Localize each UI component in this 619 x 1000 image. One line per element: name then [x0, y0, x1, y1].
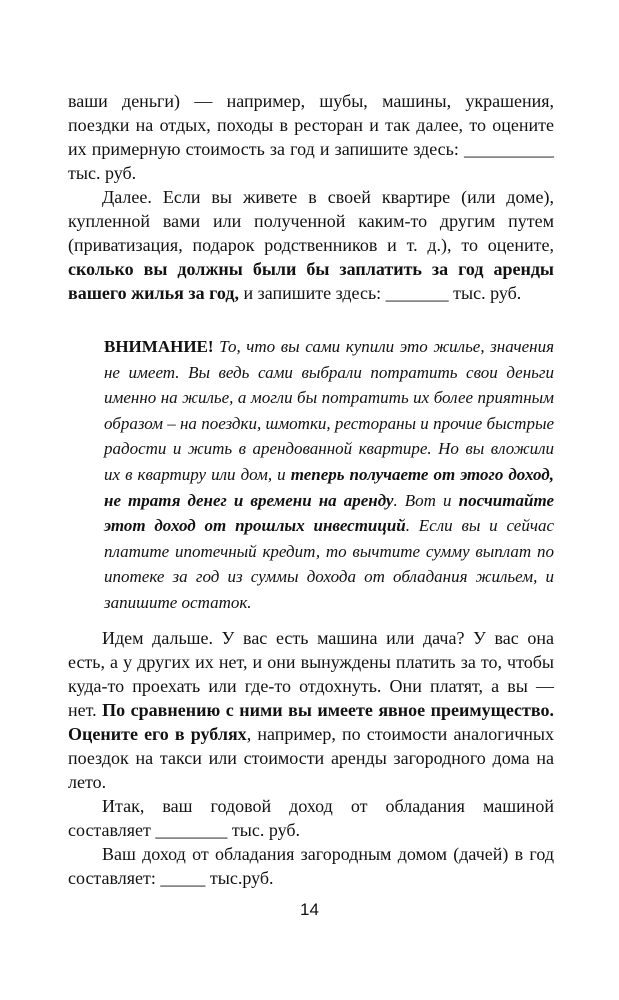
housing-emphasis: сколько вы должны были бы заплатить за год аренды вашего жилья за год, — [68, 259, 554, 303]
callout-text-1: То, что вы сами купили это жилье, значения не имеет. Вы ведь сами выбрали потратить свои деньги именно на жилье, а могли бы потратить их более приятным образом – на поездки, шмотки, рестораны и прочие быстрые радости и жить в арендованной квартире. Но вы вложили их в квартиру или дом, и — [104, 337, 554, 484]
callout-emphasis-1: теперь получаете от этого доход, не тратя денег и времени на аренду — [104, 464, 554, 510]
paragraph-car-dacha — [68, 626, 554, 794]
paragraph-car-income: Итак, ваш годовой доход от обладания машиной составляет ________ тыс. руб. — [68, 796, 554, 840]
callout-text-2: . Вот и — [393, 490, 459, 510]
paragraph-housing — [68, 185, 554, 305]
callout-label: ВНИМАНИЕ! — [104, 337, 214, 356]
callout-emphasis-2: посчитайте этот доход от прошлых инвестиций — [104, 490, 554, 536]
car-emphasis: По сравнению с ними вы имеете явное преимущество. Оцените его в рублях — [68, 700, 554, 744]
paragraph-dacha-income: Ваш доход от обладания загородным домом (дачей) в год составляет: _____ тыс.руб. — [68, 844, 554, 888]
callout-text-3: . Если вы и сейчас платите ипотечный кредит, то вычтите сумму выплат по ипотеке за год из суммы дохода от обладания жильем, и запишите остаток. — [104, 516, 554, 612]
body-text-bottom — [68, 626, 554, 890]
car-text-a: Идем дальше. У вас есть машина или дача? У вас она есть, а у других их нет, и они вынуждены платить за то, чтобы куда-то проехать или где-то отдохнуть. Они платят, а вы — нет. — [68, 628, 554, 720]
housing-text-c: и запишите здесь: _______ тыс. руб. — [238, 283, 522, 303]
car-text-c: , например, по стоимости аналогичных поездок на такси или стоимости аренды загородного дома на лето. — [68, 724, 554, 792]
attention-callout — [104, 334, 554, 616]
paragraph-spending: ваши деньги) — например, шубы, машины, украшения, поездки на отдых, походы в ресторан и так далее, то оцените их примерную стоимость за год и запишите здесь: __________ тыс. руб. — [68, 91, 554, 183]
body-text-top — [68, 89, 554, 305]
housing-text-a: Далее. Если вы живете в своей квартире (или доме), купленной вами или полученной каким-то другим путем (приватизация, подарок родственников и т. д.), то оцените, — [68, 187, 554, 255]
page-number: 14 — [300, 900, 319, 919]
callout-paragraph — [104, 334, 554, 616]
